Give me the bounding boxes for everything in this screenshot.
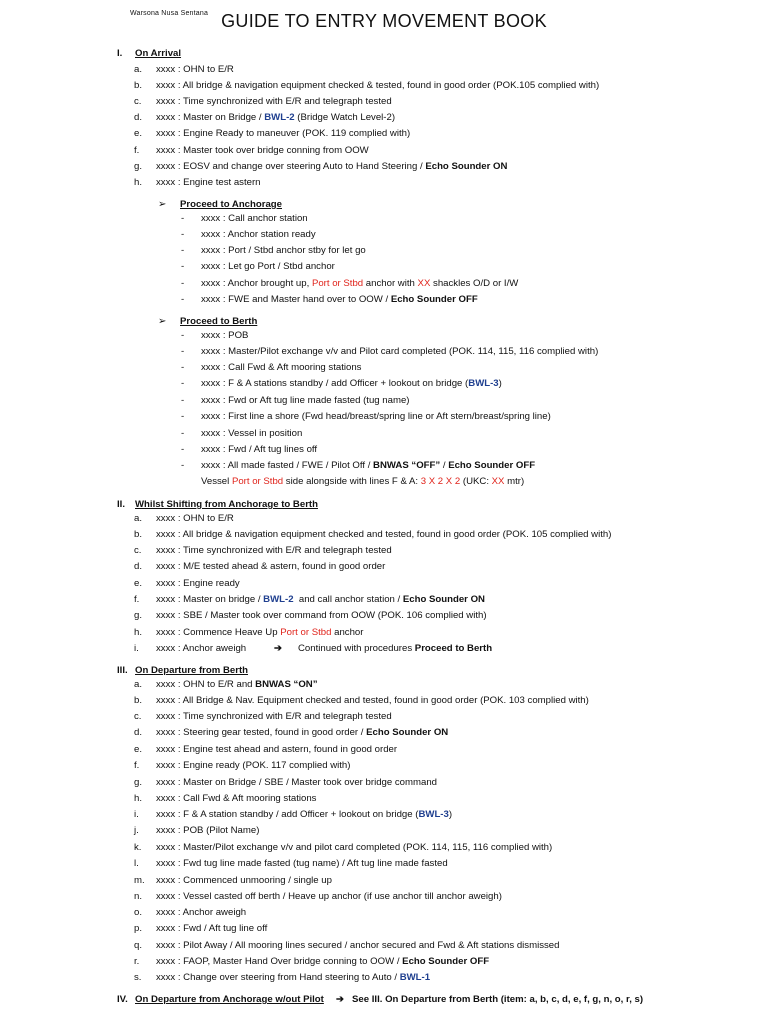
- text-fragment: Echo Sounder OFF: [402, 956, 490, 967]
- section-number: II.: [117, 499, 125, 510]
- text-fragment: -: [181, 428, 185, 439]
- text-fragment: a.: [134, 64, 143, 75]
- text-fragment: shackles O/D or I/W: [430, 278, 519, 289]
- text-fragment: e.: [134, 744, 143, 755]
- text-fragment: xxxx : All Bridge & Nav. Equipment checked and tested, found in good order (POK. 103 complied with): [156, 695, 589, 706]
- text-fragment: -: [181, 346, 185, 357]
- text-fragment: -: [181, 395, 185, 406]
- text-fragment: xxxx : Engine Ready to maneuver (POK. 119 complied with): [156, 128, 411, 139]
- text-fragment: o.: [134, 907, 143, 918]
- arrow-right-icon: ➔: [336, 994, 345, 1005]
- text-fragment: b.: [134, 80, 143, 91]
- text-fragment: xxxx : Engine test ahead and astern, found in good order: [156, 744, 398, 755]
- text-fragment: d.: [134, 727, 143, 738]
- text-fragment: s.: [134, 972, 142, 983]
- text-fragment: b.: [134, 695, 143, 706]
- text-fragment: -: [181, 213, 185, 224]
- text-fragment: xxxx : Vessel in position: [201, 428, 303, 439]
- text-fragment: h.: [134, 627, 143, 638]
- text-fragment: (Bridge Watch Level-2): [294, 112, 396, 123]
- text-fragment: xxxx : Engine test astern: [156, 177, 261, 188]
- text-fragment: xxxx : Fwd / Aft tug line off: [156, 923, 268, 934]
- text-fragment: Echo Sounder OFF: [390, 294, 478, 305]
- text-fragment: n.: [134, 891, 143, 902]
- text-fragment: xxxx : Fwd or Aft tug line made fasted (tug name): [201, 395, 410, 406]
- section-number: I.: [117, 48, 123, 59]
- text-fragment: anchor: [331, 627, 364, 638]
- section-heading: On Departure from Anchorage w/out Pilot: [135, 994, 324, 1005]
- text-fragment: xxxx : Call anchor station: [201, 213, 308, 224]
- text-fragment: c.: [134, 545, 142, 556]
- text-fragment: xxxx : Call Fwd & Aft mooring stations: [156, 793, 317, 804]
- text-fragment: xxxx : Vessel casted off berth / Heave up anchor (if use anchor till anchor aweigh): [156, 891, 502, 902]
- text-fragment: xxxx : M/E tested ahead & astern, found in good order: [156, 561, 386, 572]
- text-fragment: xxxx : POB (Pilot Name): [156, 825, 260, 836]
- text-fragment: Echo Sounder ON: [366, 727, 449, 738]
- text-fragment: xxxx : Change over steering from Hand steering to Auto /: [156, 972, 400, 983]
- text-fragment: f.: [134, 760, 140, 771]
- text-fragment: Proceed to Berth: [414, 643, 493, 654]
- text-fragment: -: [181, 330, 185, 341]
- text-fragment: l.: [134, 858, 139, 869]
- text-fragment: f.: [134, 594, 140, 605]
- subsection-heading: Proceed to Anchorage: [180, 199, 282, 210]
- text-fragment: Port or Stbd: [280, 627, 332, 638]
- text-fragment: d.: [134, 561, 143, 572]
- arrow-icon: ➢: [158, 316, 167, 327]
- author: Warsona Nusa Sentana: [130, 10, 209, 17]
- text-fragment: (UKC:: [460, 476, 492, 487]
- text-fragment: anchor with: [363, 278, 418, 289]
- text-fragment: a.: [134, 679, 143, 690]
- text-fragment: xxxx : Master on Bridge /: [156, 112, 265, 123]
- text-fragment: -: [181, 460, 185, 471]
- text-fragment: f.: [134, 145, 140, 156]
- text-fragment: xxxx : FWE and Master hand over to OOW /: [201, 294, 391, 305]
- text-fragment: xxxx : Commence Heave Up: [156, 627, 281, 638]
- text-fragment: xxxx : Anchor aweigh: [156, 907, 247, 918]
- text-fragment: e.: [134, 578, 143, 589]
- text-fragment: -: [181, 411, 185, 422]
- text-fragment: side alongside with lines F & A:: [283, 476, 421, 487]
- text-fragment: xxxx : Time synchronized with E/R and telegraph tested: [156, 711, 392, 722]
- text-fragment: BWL-2: [264, 112, 295, 123]
- text-fragment: xxxx : Time synchronized with E/R and telegraph tested: [156, 96, 392, 107]
- text-fragment: xxxx : First line a shore (Fwd head/breast/spring line or Aft stern/breast/spring line): [201, 411, 551, 422]
- text-fragment: BNWAS “OFF”: [373, 460, 441, 471]
- text-fragment: i.: [134, 643, 139, 654]
- text-fragment: xxxx : Engine ready: [156, 578, 240, 589]
- text-fragment: j.: [134, 825, 139, 836]
- text-fragment: -: [181, 362, 185, 373]
- text-fragment: Port or Stbd: [231, 476, 284, 487]
- text-fragment: xxxx : Let go Port / Stbd anchor: [201, 261, 335, 272]
- text-fragment: Continued with procedures: [298, 643, 415, 654]
- text-fragment: g.: [134, 610, 143, 621]
- text-fragment: xxxx : EOSV and change over steering Auto to Hand Steering /: [156, 161, 426, 172]
- text-fragment: xxxx : OHN to E/R and: [156, 679, 256, 690]
- text-fragment: xxxx : Pilot Away / All mooring lines secured / anchor secured and Fwd & Aft stations dismissed: [156, 940, 560, 951]
- text-fragment: a.: [134, 513, 143, 524]
- text-fragment: -: [181, 294, 185, 305]
- text-fragment: xxxx : Anchor station ready: [201, 229, 316, 240]
- text-fragment: xxxx : Call Fwd & Aft mooring stations: [201, 362, 362, 373]
- text-fragment: k.: [134, 842, 142, 853]
- text-fragment: xxxx : All bridge & navigation equipment checked and tested, found in good order (POK. 105 complied with): [156, 529, 612, 540]
- text-fragment: xxxx : Engine ready (POK. 117 complied with): [156, 760, 351, 771]
- text-fragment: ): [448, 809, 453, 820]
- text-fragment: xxxx : Commenced unmooring / single up: [156, 875, 332, 886]
- text-fragment: q.: [134, 940, 143, 951]
- text-fragment: BWL-3: [468, 378, 499, 389]
- text-fragment: and call anchor station /: [293, 594, 403, 605]
- text-fragment: Echo Sounder ON: [425, 161, 508, 172]
- section-number: III.: [117, 665, 128, 676]
- text-fragment: mtr): [504, 476, 525, 487]
- text-fragment: Vessel: [201, 476, 232, 487]
- text-fragment: g.: [134, 777, 143, 788]
- text-fragment: i.: [134, 809, 139, 820]
- text-fragment: c.: [134, 711, 142, 722]
- arrow-right-icon: ➔: [274, 643, 283, 654]
- text-fragment: 3 X 2 X 2: [420, 476, 461, 487]
- section-heading: On Arrival: [135, 48, 182, 59]
- text-fragment: BWL-2: [263, 594, 294, 605]
- text-fragment: h.: [134, 793, 143, 804]
- text-fragment: XX: [491, 476, 505, 487]
- text-fragment: ): [498, 378, 502, 389]
- text-fragment: xxxx : All bridge & navigation equipment checked & tested, found in good order (POK.105 complied with): [156, 80, 600, 91]
- text-fragment: xxxx : Master on bridge /: [156, 594, 264, 605]
- text-fragment: XX: [417, 278, 431, 289]
- text-fragment: d.: [134, 112, 143, 123]
- text-fragment: xxxx : Anchor aweigh: [156, 643, 247, 654]
- text-fragment: -: [181, 278, 185, 289]
- text-fragment: -: [181, 229, 185, 240]
- text-fragment: -: [181, 378, 185, 389]
- text-fragment: xxxx : Master on Bridge / SBE / Master took over bridge command: [156, 777, 437, 788]
- text-fragment: Port or Stbd: [311, 278, 364, 289]
- text-fragment: p.: [134, 923, 143, 934]
- text-fragment: xxxx : Fwd / Aft tug lines off: [201, 444, 318, 455]
- text-fragment: BWL-1: [399, 972, 431, 983]
- text-fragment: Echo Sounder OFF: [448, 460, 536, 471]
- text-fragment: xxxx : Master/Pilot exchange v/v and pilot card completed (POK. 114, 115, 116 complied with): [156, 842, 553, 853]
- text-fragment: xxxx : Steering gear tested, found in good order /: [156, 727, 367, 738]
- text-fragment: g.: [134, 161, 143, 172]
- text-fragment: xxxx : SBE / Master took over command from OOW (POK. 106 complied with): [156, 610, 487, 621]
- text-fragment: xxxx : POB: [201, 330, 249, 341]
- text-fragment: xxxx : Anchor brought up,: [201, 278, 312, 289]
- text-fragment: r.: [134, 956, 140, 967]
- text-fragment: BWL-3: [418, 809, 449, 820]
- text-fragment: xxxx : Master/Pilot exchange v/v and Pilot card completed (POK. 114, 115, 116 complied with): [201, 346, 599, 357]
- text-fragment: m.: [134, 875, 145, 886]
- text-fragment: Echo Sounder ON: [402, 594, 485, 605]
- subsection-heading: Proceed to Berth: [180, 316, 258, 327]
- text-fragment: -: [181, 444, 185, 455]
- text-fragment: -: [181, 245, 185, 256]
- text-fragment: xxxx : Fwd tug line made fasted (tug name) / Aft tug line made fasted: [156, 858, 448, 869]
- section-number: IV.: [117, 994, 128, 1005]
- text-fragment: -: [181, 261, 185, 272]
- text-fragment: xxxx : OHN to E/R: [156, 64, 234, 75]
- arrow-icon: ➢: [158, 199, 167, 210]
- page-title: GUIDE TO ENTRY MOVEMENT BOOK: [221, 11, 547, 31]
- text-fragment: b.: [134, 529, 143, 540]
- section-reference: See III. On Departure from Berth (item: a, b, c, d, e, f, g, n, o, r, s): [352, 994, 644, 1005]
- text-fragment: xxxx : F & A station standby / add Officer + lookout on bridge (: [156, 809, 419, 820]
- text-fragment: /: [440, 460, 449, 471]
- text-fragment: BNWAS “ON”: [255, 679, 318, 690]
- text-fragment: xxxx : Time synchronized with E/R and telegraph tested: [156, 545, 392, 556]
- text-fragment: xxxx : Master took over bridge conning from OOW: [156, 145, 369, 156]
- section-heading: On Departure from Berth: [135, 665, 249, 676]
- section-heading: Whilst Shifting from Anchorage to Berth: [135, 499, 318, 510]
- text-fragment: h.: [134, 177, 143, 188]
- text-fragment: e.: [134, 128, 143, 139]
- text-fragment: xxxx : All made fasted / FWE / Pilot Off /: [201, 460, 374, 471]
- text-fragment: c.: [134, 96, 142, 107]
- text-fragment: xxxx : FAOP, Master Hand Over bridge conning to OOW /: [156, 956, 403, 967]
- text-fragment: xxxx : Port / Stbd anchor stby for let go: [201, 245, 366, 256]
- text-fragment: xxxx : F & A stations standby / add Officer + lookout on bridge (: [201, 378, 469, 389]
- text-fragment: xxxx : OHN to E/R: [156, 513, 234, 524]
